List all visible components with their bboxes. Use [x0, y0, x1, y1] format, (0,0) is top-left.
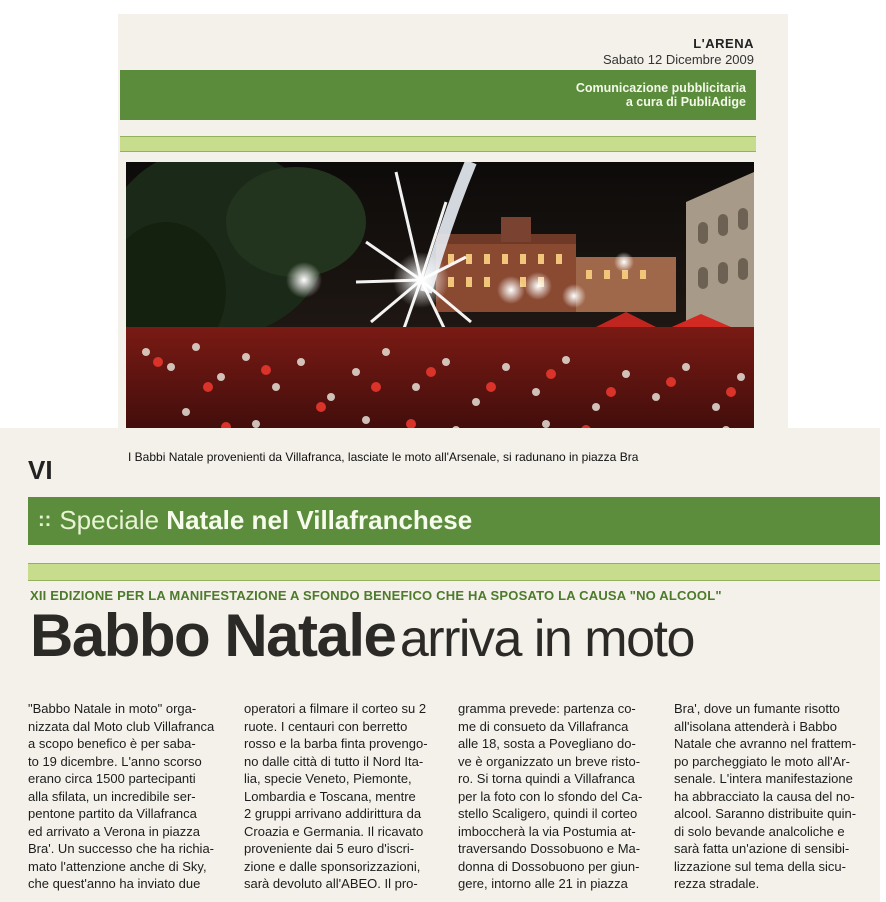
- text-line: gramma prevede: partenza co-: [458, 701, 636, 716]
- masthead: [603, 36, 754, 67]
- text-line: pentone partito da Villafranca: [28, 806, 197, 821]
- text-line: "Babbo Natale in moto" orga-: [28, 701, 197, 716]
- text-line: alla sfilata, un incredibile ser-: [28, 788, 196, 804]
- advertising-notice-line2: a cura di PubliAdige: [625, 95, 746, 109]
- text-line: di solo bevande analcoliche e: [674, 823, 845, 839]
- headline-bold: Babbo Natale: [30, 602, 396, 669]
- page-number: VI: [28, 455, 53, 485]
- text-line: gere, intorno alle 21 in piazza: [458, 876, 628, 891]
- text-line: nizzata dal Moto club Villafranca: [28, 718, 215, 734]
- text-line: no dalle città di tutto il Nord Ita-: [244, 753, 424, 769]
- text-line: che quest'anno ha inviato due: [28, 876, 201, 891]
- text-line: rosso e la barba finta provengo-: [244, 736, 428, 751]
- text-line: me di consueto da Villafranca: [458, 718, 629, 734]
- text-line: per la foto con lo sfondo del Ca-: [458, 788, 643, 804]
- text-line: ed arrivato a Verona in piazza: [28, 823, 200, 839]
- text-line: lizzazione sul tema della sicu-: [674, 858, 846, 874]
- text-line: erano circa 1500 partecipanti: [28, 771, 196, 786]
- article-kicker: XII EDIZIONE PER LA MANIFESTAZIONE A SFONDO BENEFICO CHE HA SPOSATO LA CAUSA "NO ALCOOL": [30, 588, 722, 603]
- text-line: alle 18, sosta a Povegliano do-: [458, 736, 636, 751]
- text-line: stello Scaligero, quindi il corteo: [458, 806, 638, 821]
- text-line: ro. Si torna quindi a Villafranca: [458, 771, 635, 786]
- text-line: operatori a filmare il corteo su 2: [244, 701, 427, 716]
- text-line: 2 gruppi arrivano addirittura da: [244, 806, 422, 821]
- text-line: donna di Dossobuono per giun-: [458, 858, 640, 874]
- text-line: all'isolana attenderà i Babbo: [674, 718, 837, 734]
- text-line: a scopo benefico è per saba-: [28, 736, 196, 751]
- santa-crowd-photo: [126, 162, 754, 443]
- newspaper-name: L'ARENA: [693, 36, 754, 51]
- article-column-1: [28, 700, 224, 893]
- text-line: senale. L'intera manifestazione: [674, 771, 853, 786]
- text-line: traversando Dossobuono e Ma-: [458, 841, 641, 856]
- article-column-4: [674, 700, 870, 893]
- issue-date: Sabato 12 Dicembre 2009: [602, 52, 754, 67]
- advertising-notice-line1: Comunicazione pubblicitaria: [575, 81, 746, 95]
- advertising-notice-band: [120, 70, 756, 120]
- section-title-light: Speciale: [59, 505, 160, 535]
- section-title: [38, 505, 472, 536]
- photo-caption: I Babbi Natale provenienti da Villafranca, lasciate le moto all'Arsenale, si radunano in piazza Bra: [128, 450, 639, 464]
- article-column-3: [458, 700, 654, 893]
- text-line: imboccherà la via Postumia at-: [458, 823, 636, 839]
- decorative-stripe: [28, 563, 880, 581]
- text-line: Bra', dove un fumante risotto: [674, 701, 840, 716]
- text-line: Lombardia e Toscana, mentre: [244, 788, 416, 804]
- text-line: rezza stradale.: [674, 876, 760, 891]
- text-line: Croazia e Germania. Il ricavato: [244, 823, 424, 839]
- decorative-stripe: [120, 136, 756, 152]
- text-line: ve è organizzato un breve risto-: [458, 753, 641, 769]
- text-line: sarà fatta un'azione di sensibi-: [674, 841, 850, 856]
- text-line: mato l'attenzione anche di Sky,: [28, 858, 207, 874]
- text-line: lia, specie Veneto, Piemonte,: [244, 771, 412, 786]
- article-column-2: [244, 700, 440, 893]
- text-line: proveniente dai 5 euro d'iscri-: [244, 841, 415, 856]
- text-line: zione e dalle sponsorizzazioni,: [244, 858, 421, 874]
- text-line: to 19 dicembre. L'anno scorso: [28, 753, 202, 769]
- text-line: po parcheggiato le moto all'Ar-: [674, 753, 850, 769]
- text-line: ruote. I centauri con berretto: [244, 718, 408, 734]
- headline-light: arriva in moto: [399, 610, 694, 668]
- top-clipping: [118, 14, 788, 434]
- section-dots-icon: ::: [38, 509, 52, 531]
- text-line: sarà devoluto all'ABEO. Il pro-: [244, 876, 418, 891]
- text-line: alcool. Saranno distribuite quin-: [674, 806, 857, 821]
- text-line: Natale che avranno nel frattem-: [674, 736, 857, 751]
- text-line: ha abbracciato la causa del no-: [674, 788, 855, 804]
- text-line: Bra'. Un successo che ha richia-: [28, 841, 215, 856]
- section-title-bold: Natale nel Villafranchese: [166, 505, 473, 535]
- section-header-band: [28, 497, 880, 545]
- article-headline: [30, 602, 694, 669]
